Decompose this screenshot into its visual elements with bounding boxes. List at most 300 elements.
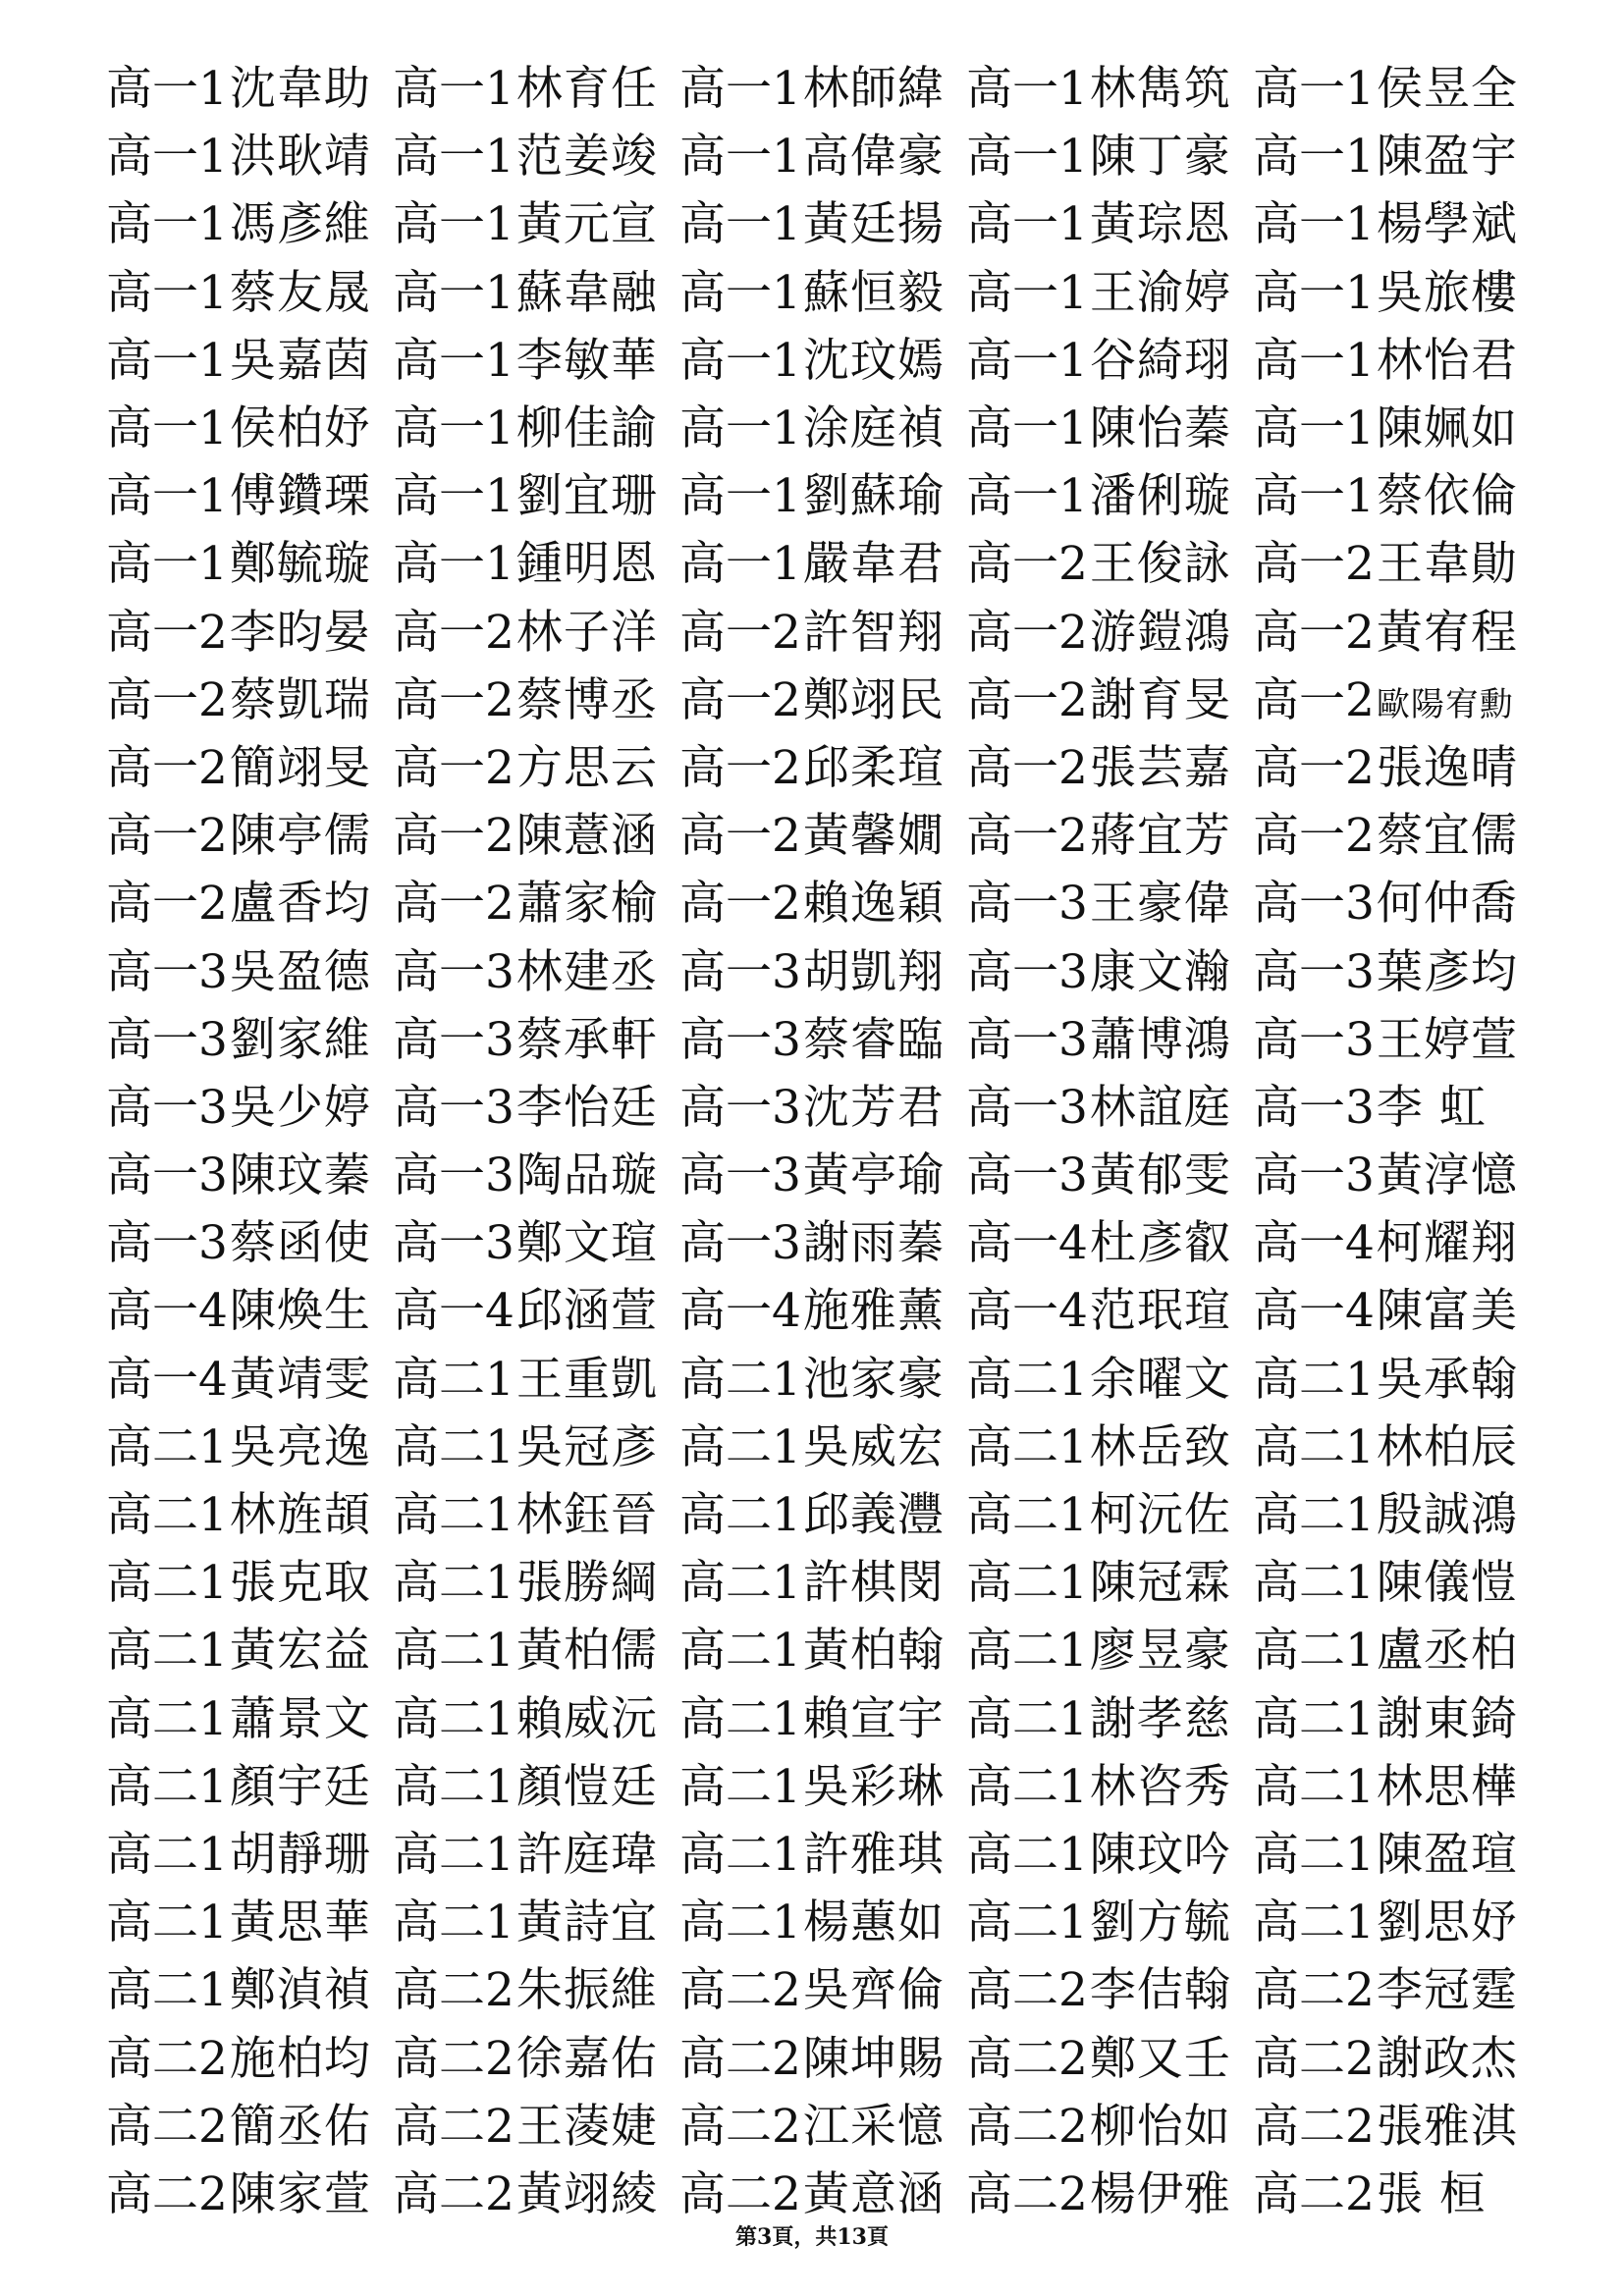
student-name: 林建丞 <box>515 944 658 999</box>
student-name: 林旌頡 <box>229 1488 371 1543</box>
list-item <box>106 1274 393 1340</box>
class-label: 高二1 <box>106 1963 228 2018</box>
class-label: 高一1 <box>966 265 1088 320</box>
list-item <box>106 1003 393 1069</box>
class-label: 高一3 <box>1253 877 1375 932</box>
student-name: 黃思華 <box>229 1896 371 1950</box>
list-row <box>106 1885 1540 1952</box>
student-name: 蘇恒毅 <box>802 265 945 320</box>
list-item <box>393 52 679 118</box>
list-item <box>679 1546 966 1612</box>
list-item <box>106 1478 393 1544</box>
student-name: 蔡函使 <box>229 1216 371 1271</box>
class-label: 高二2 <box>106 2099 228 2154</box>
list-item <box>106 1750 393 1816</box>
list-item <box>1253 1071 1540 1137</box>
class-label: 高二1 <box>393 1488 514 1543</box>
student-name: 吳承翰 <box>1376 1352 1518 1407</box>
student-name: 黃元宣 <box>515 197 658 252</box>
list-item <box>106 867 393 933</box>
list-item <box>1253 459 1540 525</box>
student-name: 陳姵如 <box>1376 401 1518 456</box>
student-name: 蔡宜儒 <box>1376 809 1518 864</box>
list-item <box>106 2090 393 2156</box>
student-name: 林岳致 <box>1089 1419 1231 1474</box>
student-name: 陳亭儒 <box>229 809 371 864</box>
student-name: 楊蕙如 <box>802 1896 945 1950</box>
list-item <box>106 52 393 118</box>
list-row <box>106 119 1540 187</box>
list-item <box>1253 1886 1540 1951</box>
class-label: 高二1 <box>679 1488 801 1543</box>
student-name: 陳家萱 <box>229 2166 371 2221</box>
student-name: 林鈺晉 <box>515 1488 658 1543</box>
list-item <box>679 1003 966 1069</box>
list-item <box>106 256 393 322</box>
student-name: 顏愷廷 <box>515 1759 658 1814</box>
class-label: 高二1 <box>966 1691 1088 1746</box>
list-item <box>679 1274 966 1340</box>
class-label: 高一2 <box>106 605 228 660</box>
class-label: 高一3 <box>966 1080 1088 1135</box>
class-label: 高二2 <box>106 2031 228 2086</box>
class-label: 高一3 <box>106 1148 228 1203</box>
list-row <box>106 934 1540 1001</box>
list-item <box>393 596 679 662</box>
list-item <box>1253 324 1540 390</box>
list-item <box>393 459 679 525</box>
student-name: 張芸嘉 <box>1089 740 1231 795</box>
list-item <box>393 867 679 933</box>
student-name: 黃廷揚 <box>802 197 945 252</box>
student-name: 施雅薰 <box>802 1284 945 1339</box>
student-name: 王蓤婕 <box>515 2099 658 2154</box>
student-name: 江采憶 <box>802 2099 945 2154</box>
class-label: 高二1 <box>393 1624 514 1679</box>
list-item <box>1253 187 1540 253</box>
student-name: 賴威沅 <box>515 1691 658 1746</box>
list-item <box>106 799 393 865</box>
class-label: 高一1 <box>679 197 801 252</box>
class-label: 高二1 <box>966 1624 1088 1679</box>
class-label: 高二1 <box>679 1759 801 1814</box>
student-name: 王俊詠 <box>1089 537 1231 592</box>
list-item <box>679 187 966 253</box>
list-item <box>679 1071 966 1137</box>
class-label: 高一4 <box>679 1284 801 1339</box>
student-name: 王渝婷 <box>1089 265 1231 320</box>
student-name: 沈韋助 <box>229 62 371 117</box>
class-label: 高一3 <box>106 1080 228 1135</box>
class-label: 高二1 <box>966 1556 1088 1611</box>
class-label: 高一1 <box>679 265 801 320</box>
student-name: 黃馨嫺 <box>802 809 945 864</box>
list-item <box>393 1206 679 1272</box>
list-item <box>106 1818 393 1884</box>
class-label: 高一1 <box>679 130 801 185</box>
class-label: 高一2 <box>393 740 514 795</box>
student-name: 陳玟吟 <box>1089 1827 1231 1882</box>
class-label: 高一3 <box>1253 1012 1375 1067</box>
class-label: 高一4 <box>966 1284 1088 1339</box>
class-label: 高一2 <box>1253 672 1375 727</box>
class-label: 高一1 <box>966 401 1088 456</box>
class-label: 高二1 <box>393 1556 514 1611</box>
list-item <box>679 392 966 457</box>
list-item <box>1253 1003 1540 1069</box>
list-item <box>393 1411 679 1476</box>
class-label: 高一1 <box>106 333 228 388</box>
list-item <box>106 1139 393 1204</box>
class-label: 高二1 <box>966 1759 1088 1814</box>
student-name: 蘇韋融 <box>515 265 658 320</box>
student-name: 鄭又壬 <box>1089 2031 1231 2086</box>
student-name: 林育任 <box>515 62 658 117</box>
student-name: 王韋勛 <box>1376 537 1518 592</box>
class-label: 高二1 <box>679 1691 801 1746</box>
class-label: 高二1 <box>679 1827 801 1882</box>
list-item <box>1253 1818 1540 1884</box>
student-name: 劉蘇瑜 <box>802 469 945 524</box>
class-label: 高二1 <box>679 1896 801 1950</box>
list-row <box>106 2089 1540 2157</box>
class-label: 高二1 <box>966 1827 1088 1882</box>
list-row <box>106 458 1540 526</box>
list-item <box>1253 799 1540 865</box>
class-label: 高一1 <box>966 130 1088 185</box>
class-label: 高一2 <box>679 740 801 795</box>
list-item <box>1253 731 1540 797</box>
student-name: 陳坤賜 <box>802 2031 945 2086</box>
student-name: 謝孝慈 <box>1089 1691 1231 1746</box>
student-name: 馮彥維 <box>229 197 371 252</box>
class-label: 高二2 <box>679 2166 801 2221</box>
class-label: 高一2 <box>1253 809 1375 864</box>
class-label: 高二1 <box>106 1488 228 1543</box>
list-item <box>679 2158 966 2223</box>
class-label: 高二2 <box>393 2166 514 2221</box>
list-item <box>966 799 1253 865</box>
list-row <box>106 1002 1540 1070</box>
class-label: 高二1 <box>966 1488 1088 1543</box>
class-label: 高二1 <box>106 1896 228 1950</box>
list-item <box>679 256 966 322</box>
list-item <box>106 731 393 797</box>
student-name: 蔡博丞 <box>515 672 658 727</box>
class-label: 高二1 <box>1253 1827 1375 1882</box>
student-name: 王豪偉 <box>1089 877 1231 932</box>
list-row <box>106 1682 1540 1749</box>
class-label: 高一1 <box>393 62 514 117</box>
student-name: 林子洋 <box>515 605 658 660</box>
class-label: 高一4 <box>966 1216 1088 1271</box>
list-item <box>106 1411 393 1476</box>
list-item <box>966 1343 1253 1409</box>
list-item <box>106 935 393 1001</box>
list-item <box>679 324 966 390</box>
class-label: 高一3 <box>966 1012 1088 1067</box>
list-item <box>1253 1546 1540 1612</box>
list-item <box>679 867 966 933</box>
class-label: 高二2 <box>966 2031 1088 2086</box>
student-name: 邱義灃 <box>802 1488 945 1543</box>
student-name: 朱振維 <box>515 1963 658 2018</box>
list-item <box>393 527 679 593</box>
student-name: 李昀晏 <box>229 605 371 660</box>
student-name: 侯柏妤 <box>229 401 371 456</box>
class-label: 高二2 <box>1253 2099 1375 2154</box>
student-name: 范珉瑄 <box>1089 1284 1231 1339</box>
student-name: 李冠霆 <box>1376 1963 1518 2018</box>
list-row <box>106 1342 1540 1410</box>
class-label: 高一1 <box>679 537 801 592</box>
list-row <box>106 526 1540 594</box>
list-item <box>1253 1750 1540 1816</box>
student-name: 黃郁雯 <box>1089 1148 1231 1203</box>
list-item <box>1253 1953 1540 2019</box>
list-row <box>106 1817 1540 1885</box>
student-name: 謝育旻 <box>1089 672 1231 727</box>
list-item <box>1253 867 1540 933</box>
class-label: 高二1 <box>1253 1624 1375 1679</box>
student-name: 蔡凱瑞 <box>229 672 371 727</box>
class-label: 高一3 <box>966 1148 1088 1203</box>
student-name: 吳彩琳 <box>802 1759 945 1814</box>
list-item <box>966 1003 1253 1069</box>
list-item <box>393 2158 679 2223</box>
student-name: 蕭家榆 <box>515 877 658 932</box>
student-name: 李 虹 <box>1376 1080 1487 1135</box>
student-name: 蔡依倫 <box>1376 469 1518 524</box>
class-label: 高一1 <box>966 62 1088 117</box>
student-name: 林柏辰 <box>1376 1419 1518 1474</box>
student-name: 劉方毓 <box>1089 1896 1231 1950</box>
list-item <box>393 1274 679 1340</box>
list-item <box>966 1682 1253 1748</box>
student-name: 黃柏儒 <box>515 1624 658 1679</box>
student-name: 嚴韋君 <box>802 537 945 592</box>
class-label: 高二1 <box>1253 1896 1375 1950</box>
class-label: 高一2 <box>106 740 228 795</box>
class-label: 高二1 <box>1253 1691 1375 1746</box>
list-item <box>966 1478 1253 1544</box>
class-label: 高二1 <box>679 1556 801 1611</box>
list-item <box>966 935 1253 1001</box>
student-name: 傅鑽瑮 <box>229 469 371 524</box>
list-item <box>1253 1478 1540 1544</box>
class-label: 高二2 <box>393 2031 514 2086</box>
class-label: 高一2 <box>393 605 514 660</box>
class-label: 高一2 <box>966 809 1088 864</box>
list-item <box>1253 1411 1540 1476</box>
class-label: 高一3 <box>679 1012 801 1067</box>
list-item <box>679 799 966 865</box>
class-label: 高一3 <box>966 944 1088 999</box>
list-item <box>393 324 679 390</box>
list-item <box>1253 120 1540 186</box>
student-name: 楊伊雅 <box>1089 2166 1231 2221</box>
class-label: 高一1 <box>1253 265 1375 320</box>
class-label: 高二1 <box>393 1419 514 1474</box>
student-name: 池家豪 <box>802 1352 945 1407</box>
class-label: 高一1 <box>106 130 228 185</box>
student-name: 吳威宏 <box>802 1419 945 1474</box>
list-row <box>106 1410 1540 1477</box>
class-label: 高一1 <box>393 197 514 252</box>
class-label: 高一3 <box>106 1216 228 1271</box>
student-name: 簡翊旻 <box>229 740 371 795</box>
list-item <box>106 1614 393 1680</box>
student-name: 鄭毓璇 <box>229 537 371 592</box>
list-item <box>393 2090 679 2156</box>
list-item <box>393 1003 679 1069</box>
list-item <box>679 1411 966 1476</box>
student-name: 張雅淇 <box>1376 2099 1518 2154</box>
student-name: 范姜竣 <box>515 130 658 185</box>
list-item <box>1253 935 1540 1001</box>
list-item <box>393 935 679 1001</box>
class-label: 高一3 <box>393 944 514 999</box>
student-name: 張 桓 <box>1376 2166 1487 2221</box>
student-name: 邱柔瑄 <box>802 740 945 795</box>
student-name: 許庭瑋 <box>515 1827 658 1882</box>
list-item <box>679 1478 966 1544</box>
list-item <box>679 935 966 1001</box>
list-item <box>393 120 679 186</box>
list-row <box>106 51 1540 119</box>
class-label: 高二2 <box>679 1963 801 2018</box>
list-item <box>966 731 1253 797</box>
list-row <box>106 595 1540 663</box>
class-label: 高二1 <box>966 1896 1088 1950</box>
student-name: 陳儀愷 <box>1376 1556 1518 1611</box>
class-label: 高二1 <box>966 1352 1088 1407</box>
student-name: 鍾明恩 <box>515 537 658 592</box>
student-name: 謝雨蓁 <box>802 1216 945 1271</box>
list-row <box>106 1613 1540 1681</box>
list-item <box>393 1139 679 1204</box>
student-name: 游鎧鴻 <box>1089 605 1231 660</box>
list-item <box>106 527 393 593</box>
student-name: 林咨秀 <box>1089 1759 1231 1814</box>
list-item <box>966 527 1253 593</box>
list-item <box>393 1953 679 2019</box>
student-name: 吳嘉茵 <box>229 333 371 388</box>
list-item <box>393 1886 679 1951</box>
list-item <box>679 52 966 118</box>
student-name: 張逸晴 <box>1376 740 1518 795</box>
student-name: 陳盈宇 <box>1376 130 1518 185</box>
class-label: 高二2 <box>966 2166 1088 2221</box>
student-name: 杜彥叡 <box>1089 1216 1231 1271</box>
student-name: 廖昱豪 <box>1089 1624 1231 1679</box>
student-name: 陳煥生 <box>229 1284 371 1339</box>
student-name: 柯耀翔 <box>1376 1216 1518 1271</box>
student-name: 沈玟嫣 <box>802 333 945 388</box>
student-name: 柯沅佐 <box>1089 1488 1231 1543</box>
class-label: 高一1 <box>106 265 228 320</box>
student-name: 蔣宜芳 <box>1089 809 1231 864</box>
class-label: 高一1 <box>679 333 801 388</box>
list-item <box>1253 664 1540 729</box>
class-label: 高二1 <box>106 1419 228 1474</box>
class-label: 高一3 <box>393 1012 514 1067</box>
list-row <box>106 1205 1540 1273</box>
class-label: 高二1 <box>106 1827 228 1882</box>
list-item <box>393 1614 679 1680</box>
class-label: 高二2 <box>966 2099 1088 2154</box>
student-name: 簡丞佑 <box>229 2099 371 2154</box>
student-name: 吳旅樓 <box>1376 265 1518 320</box>
list-item <box>393 664 679 729</box>
list-item <box>679 1953 966 2019</box>
student-name: 許棋閔 <box>802 1556 945 1611</box>
class-label: 高二1 <box>393 1352 514 1407</box>
class-label: 高一4 <box>1253 1284 1375 1339</box>
list-item <box>966 1206 1253 1272</box>
list-item <box>679 1682 966 1748</box>
class-label: 高一2 <box>966 537 1088 592</box>
student-name: 谷綺珝 <box>1089 333 1231 388</box>
student-name: 胡靜珊 <box>229 1827 371 1882</box>
student-name: 李怡廷 <box>515 1080 658 1135</box>
list-row <box>106 730 1540 798</box>
class-label: 高一2 <box>966 672 1088 727</box>
list-item <box>966 459 1253 525</box>
page-footer: 第3頁，共13頁 <box>735 2224 889 2250</box>
student-name: 康文瀚 <box>1089 944 1231 999</box>
class-label: 高一2 <box>1253 740 1375 795</box>
list-item <box>679 1818 966 1884</box>
class-label: 高一2 <box>679 605 801 660</box>
list-item <box>1253 2090 1540 2156</box>
list-item <box>966 256 1253 322</box>
list-item <box>966 324 1253 390</box>
class-label: 高一2 <box>393 672 514 727</box>
class-label: 高一1 <box>106 469 228 524</box>
student-name: 陳薏涵 <box>515 809 658 864</box>
class-label: 高二1 <box>1253 1419 1375 1474</box>
list-row <box>106 663 1540 730</box>
student-name: 劉宜珊 <box>515 469 658 524</box>
list-item <box>106 459 393 525</box>
student-name: 洪耿靖 <box>229 130 371 185</box>
list-item <box>679 1139 966 1204</box>
list-item <box>393 2022 679 2088</box>
student-name: 方思云 <box>515 740 658 795</box>
class-label: 高二2 <box>679 2099 801 2154</box>
list-item <box>106 664 393 729</box>
list-item <box>393 256 679 322</box>
list-item <box>679 596 966 662</box>
class-label: 高二2 <box>679 2031 801 2086</box>
student-name: 鄭湞禎 <box>229 1963 371 2018</box>
student-name: 黃靖雯 <box>229 1352 371 1407</box>
student-name: 張克取 <box>229 1556 371 1611</box>
list-item <box>966 1274 1253 1340</box>
list-item <box>106 596 393 662</box>
class-label: 高一2 <box>106 877 228 932</box>
class-label: 高二2 <box>1253 1963 1375 2018</box>
class-label: 高二1 <box>1253 1352 1375 1407</box>
student-name: 劉家維 <box>229 1012 371 1067</box>
list-item <box>1253 1682 1540 1748</box>
class-label: 高一3 <box>106 1012 228 1067</box>
list-item <box>966 596 1253 662</box>
class-label: 高一1 <box>966 469 1088 524</box>
class-label: 高一3 <box>679 1216 801 1271</box>
student-name: 黃詩宜 <box>515 1896 658 1950</box>
